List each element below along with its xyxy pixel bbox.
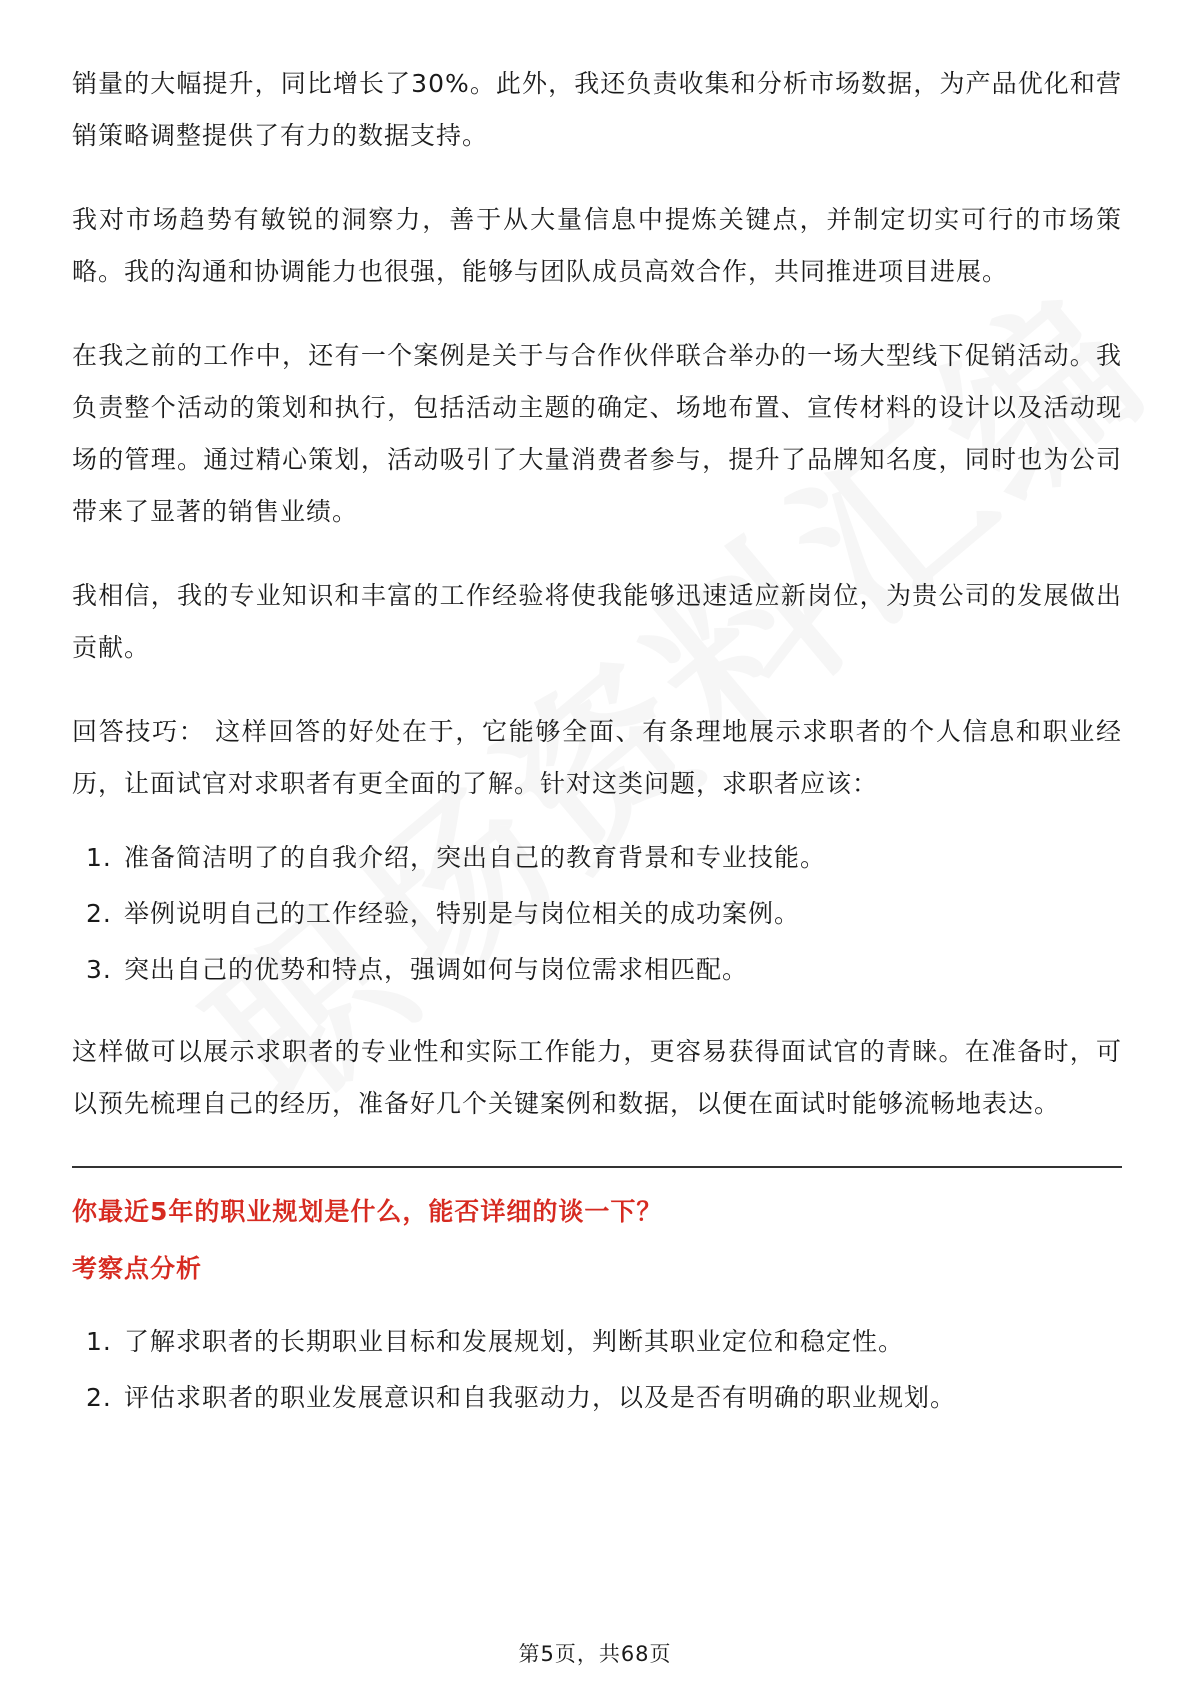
answer-tips-paragraph: 回答技巧： 这样回答的好处在于，它能够全面、有条理地展示求职者的个人信息和职业经历，让面试官对求职者有更全面的了解。针对这类问题，求职者应该： xyxy=(72,717,1122,798)
paragraph: 销量的大幅提升，同比增长了30%。此外，我还负责收集和分析市场数据，为产品优化和营销策略调整提供了有力的数据支持。 xyxy=(72,69,1122,150)
list-item xyxy=(72,942,1122,998)
list-number: 1. xyxy=(86,1327,112,1356)
list-item xyxy=(72,830,1122,886)
analysis-heading: 考察点分析 xyxy=(72,1254,203,1283)
list-item xyxy=(72,886,1122,942)
page-number-footer: 第5页，共68页 xyxy=(518,1642,672,1666)
paragraph: 我对市场趋势有敏锐的洞察力，善于从大量信息中提炼关键点，并制定切实可行的市场策略。我的沟通和协调能力也很强，能够与团队成员高效合作，共同推进项目进展。 xyxy=(72,205,1122,286)
paragraph: 我相信，我的专业知识和丰富的工作经验将使我能够迅速适应新岗位，为贵公司的发展做出贡献。 xyxy=(72,581,1122,662)
document-page xyxy=(72,58,1122,1454)
list-text: 举例说明自己的工作经验，特别是与岗位相关的成功案例。 xyxy=(124,899,801,928)
list-text: 准备简洁明了的自我介绍，突出自己的教育背景和专业技能。 xyxy=(124,843,827,872)
list-number: 1. xyxy=(86,843,112,872)
closing-paragraph: 这样做可以展示求职者的专业性和实际工作能力，更容易获得面试官的青睐。在准备时，可以预先梳理自己的经历，准备好几个关键案例和数据，以便在面试时能够流畅地表达。 xyxy=(72,1037,1122,1118)
paragraph: 在我之前的工作中，还有一个案例是关于与合作伙伴联合举办的一场大型线下促销活动。我负责整个活动的策划和执行，包括活动主题的确定、场地布置、宣传材料的设计以及活动现场的管理。通过精心策划，活动吸引了大量消费者参与，提升了品牌知名度，同时也为公司带来了显著的销售业绩。 xyxy=(72,341,1122,526)
list-number: 2. xyxy=(86,899,112,928)
analysis-points-list xyxy=(72,1314,1122,1426)
list-number: 3. xyxy=(86,955,112,984)
list-item xyxy=(72,1370,1122,1426)
question-title: 你最近5年的职业规划是什么，能否详细的谈一下？ xyxy=(72,1197,663,1226)
list-text: 评估求职者的职业发展意识和自我驱动力，以及是否有明确的职业规划。 xyxy=(124,1383,957,1412)
list-text: 突出自己的优势和特点，强调如何与岗位需求相匹配。 xyxy=(124,955,749,984)
section-divider xyxy=(72,1166,1122,1168)
list-text: 了解求职者的长期职业目标和发展规划，判断其职业定位和稳定性。 xyxy=(124,1327,905,1356)
list-number: 2. xyxy=(86,1383,112,1412)
list-item xyxy=(72,1314,1122,1370)
tips-list xyxy=(72,830,1122,998)
